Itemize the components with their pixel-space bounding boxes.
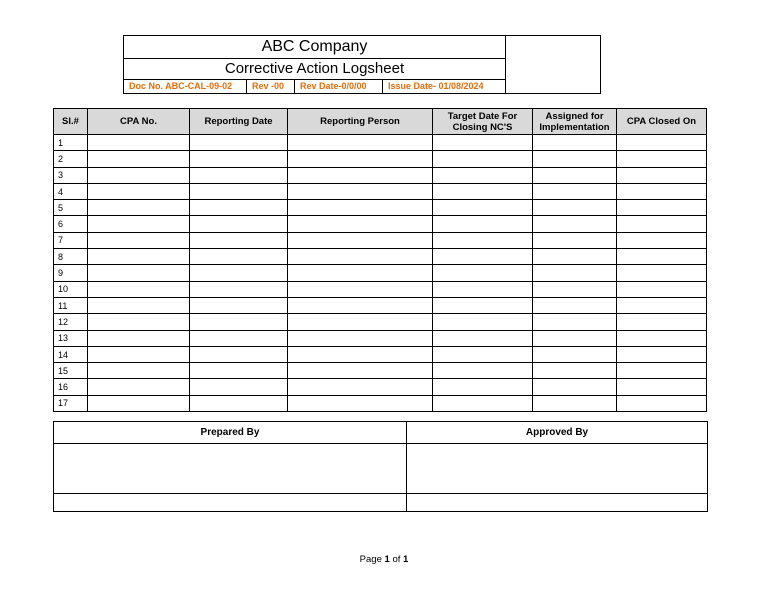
row-number: 12: [54, 314, 88, 330]
table-cell[interactable]: [190, 167, 288, 183]
table-cell[interactable]: [533, 363, 617, 379]
table-cell[interactable]: [88, 200, 190, 216]
table-cell[interactable]: [88, 183, 190, 199]
table-cell[interactable]: [190, 363, 288, 379]
row-number: 8: [54, 249, 88, 265]
row-number: 11: [54, 297, 88, 313]
row-number: 9: [54, 265, 88, 281]
table-row: [54, 297, 707, 313]
table-cell[interactable]: [88, 281, 190, 297]
table-cell[interactable]: [190, 216, 288, 232]
column-header: CPA No.: [88, 109, 190, 135]
table-cell[interactable]: [533, 151, 617, 167]
table-row: [54, 216, 707, 232]
table-cell[interactable]: [190, 200, 288, 216]
table-cell[interactable]: [433, 167, 533, 183]
table-row: [54, 151, 707, 167]
table-row: [54, 363, 707, 379]
table-cell[interactable]: [88, 314, 190, 330]
approved-by-label: Approved By: [407, 422, 708, 444]
page-footer: [0, 554, 768, 565]
table-cell[interactable]: [433, 135, 533, 151]
row-number: 7: [54, 232, 88, 248]
table-cell[interactable]: [533, 281, 617, 297]
table-cell[interactable]: [288, 232, 433, 248]
table-cell[interactable]: [617, 249, 707, 265]
table-cell[interactable]: [617, 346, 707, 362]
table-cell[interactable]: [88, 363, 190, 379]
table-cell[interactable]: [190, 330, 288, 346]
row-number: 3: [54, 167, 88, 183]
row-number: 4: [54, 183, 88, 199]
column-header: Reporting Date: [190, 109, 288, 135]
table-cell[interactable]: [533, 232, 617, 248]
table-cell[interactable]: [88, 297, 190, 313]
table-cell[interactable]: [617, 314, 707, 330]
row-number: 1: [54, 135, 88, 151]
prepared-by-signature-field[interactable]: [54, 444, 407, 494]
column-header: Target Date For Closing NC'S: [433, 109, 533, 135]
table-cell[interactable]: [88, 265, 190, 281]
table-cell[interactable]: [433, 395, 533, 411]
signoff-table: [53, 421, 708, 512]
table-cell[interactable]: [433, 330, 533, 346]
table-cell[interactable]: [533, 346, 617, 362]
row-number: 6: [54, 216, 88, 232]
page-current: 1: [384, 554, 390, 565]
table-row: [54, 183, 707, 199]
column-header: Sl.#: [54, 109, 88, 135]
row-number: 13: [54, 330, 88, 346]
table-cell[interactable]: [190, 379, 288, 395]
table-cell[interactable]: [617, 200, 707, 216]
table-cell[interactable]: [288, 135, 433, 151]
table-cell[interactable]: [88, 216, 190, 232]
row-number: 15: [54, 363, 88, 379]
table-cell[interactable]: [433, 314, 533, 330]
table-cell[interactable]: [288, 265, 433, 281]
row-number: 14: [54, 346, 88, 362]
table-cell[interactable]: [533, 183, 617, 199]
table-cell[interactable]: [288, 297, 433, 313]
table-cell[interactable]: [617, 297, 707, 313]
table-row: [54, 232, 707, 248]
document-header: [123, 35, 601, 94]
table-cell[interactable]: [433, 363, 533, 379]
table-cell[interactable]: [533, 314, 617, 330]
table-cell[interactable]: [288, 216, 433, 232]
table-header-row: [54, 109, 707, 135]
column-header: Assigned for Implementation: [533, 109, 617, 135]
table-row: [54, 135, 707, 151]
table-cell[interactable]: [190, 135, 288, 151]
table-cell[interactable]: [533, 216, 617, 232]
table-cell[interactable]: [88, 395, 190, 411]
table-cell[interactable]: [190, 395, 288, 411]
table-cell[interactable]: [190, 249, 288, 265]
table-cell[interactable]: [190, 232, 288, 248]
table-cell[interactable]: [288, 249, 433, 265]
table-cell[interactable]: [288, 314, 433, 330]
table-cell[interactable]: [433, 183, 533, 199]
table-row: [54, 200, 707, 216]
table-row: [54, 249, 707, 265]
table-row: [54, 281, 707, 297]
table-cell[interactable]: [88, 151, 190, 167]
table-cell[interactable]: [433, 265, 533, 281]
table-cell[interactable]: [533, 200, 617, 216]
column-header: Reporting Person: [288, 109, 433, 135]
table-cell[interactable]: [617, 265, 707, 281]
table-cell[interactable]: [533, 167, 617, 183]
company-name: ABC Company: [124, 36, 505, 59]
issue-date: Issue Date- 01/08/2024: [388, 81, 484, 91]
table-cell[interactable]: [433, 297, 533, 313]
table-cell[interactable]: [533, 395, 617, 411]
table-cell[interactable]: [88, 232, 190, 248]
table-cell[interactable]: [433, 216, 533, 232]
table-cell[interactable]: [617, 183, 707, 199]
table-cell[interactable]: [433, 379, 533, 395]
header-info-block: [124, 36, 506, 93]
table-cell[interactable]: [433, 232, 533, 248]
table-cell[interactable]: [617, 395, 707, 411]
table-cell[interactable]: [88, 346, 190, 362]
table-cell[interactable]: [617, 379, 707, 395]
table-cell[interactable]: [288, 281, 433, 297]
row-number: 16: [54, 379, 88, 395]
doc-number: Doc No. ABC-CAL-09-02: [124, 80, 247, 93]
table-cell[interactable]: [288, 395, 433, 411]
table-cell[interactable]: [617, 167, 707, 183]
table-cell[interactable]: [288, 363, 433, 379]
table-cell[interactable]: [88, 167, 190, 183]
table-row: [54, 314, 707, 330]
table-cell[interactable]: [88, 249, 190, 265]
table-row: [54, 265, 707, 281]
table-row: [54, 167, 707, 183]
table-cell[interactable]: [617, 281, 707, 297]
row-number: 2: [54, 151, 88, 167]
table-cell[interactable]: [617, 363, 707, 379]
table-cell[interactable]: [533, 379, 617, 395]
document-meta: [124, 80, 505, 93]
table-cell[interactable]: [288, 346, 433, 362]
table-cell[interactable]: [88, 379, 190, 395]
table-cell[interactable]: [288, 183, 433, 199]
table-row: [54, 346, 707, 362]
approved-by-signature-field[interactable]: [407, 444, 708, 494]
table-cell[interactable]: [433, 200, 533, 216]
table-cell[interactable]: [617, 330, 707, 346]
table-cell[interactable]: [190, 183, 288, 199]
revision-date: Rev Date-0/0/00: [295, 80, 383, 93]
document-title: Corrective Action Logsheet: [124, 59, 505, 80]
page-total: 1: [403, 554, 409, 565]
row-number: 17: [54, 395, 88, 411]
table-cell[interactable]: [190, 314, 288, 330]
table-cell[interactable]: [533, 297, 617, 313]
table-cell[interactable]: [190, 346, 288, 362]
table-cell[interactable]: [190, 151, 288, 167]
table-cell[interactable]: [190, 281, 288, 297]
prepared-by-label: Prepared By: [54, 422, 407, 444]
table-cell[interactable]: [288, 167, 433, 183]
table-row: [54, 395, 707, 411]
table-cell[interactable]: [433, 249, 533, 265]
table-cell[interactable]: [288, 379, 433, 395]
table-cell[interactable]: [533, 249, 617, 265]
table-cell[interactable]: [288, 151, 433, 167]
table-cell[interactable]: [88, 330, 190, 346]
table-cell[interactable]: [617, 232, 707, 248]
table-cell[interactable]: [288, 200, 433, 216]
row-number: 10: [54, 281, 88, 297]
table-cell[interactable]: [617, 135, 707, 151]
table-cell[interactable]: [433, 281, 533, 297]
table-cell[interactable]: [433, 151, 533, 167]
table-row: [54, 330, 707, 346]
table-cell[interactable]: [533, 135, 617, 151]
of-label: of: [392, 554, 401, 565]
page-label: Page: [359, 554, 382, 565]
row-number: 5: [54, 200, 88, 216]
table-cell[interactable]: [190, 265, 288, 281]
revision: Rev -00: [247, 80, 295, 93]
table-cell[interactable]: [533, 265, 617, 281]
table-cell[interactable]: [617, 151, 707, 167]
column-header: CPA Closed On: [617, 109, 707, 135]
table-cell[interactable]: [617, 216, 707, 232]
corrective-action-log-table: [53, 108, 707, 412]
approved-by-name-field[interactable]: [407, 494, 708, 512]
table-cell[interactable]: [533, 330, 617, 346]
prepared-by-name-field[interactable]: [54, 494, 407, 512]
table-cell[interactable]: [288, 330, 433, 346]
table-cell[interactable]: [88, 135, 190, 151]
table-row: [54, 379, 707, 395]
table-cell[interactable]: [433, 346, 533, 362]
table-cell[interactable]: [190, 297, 288, 313]
